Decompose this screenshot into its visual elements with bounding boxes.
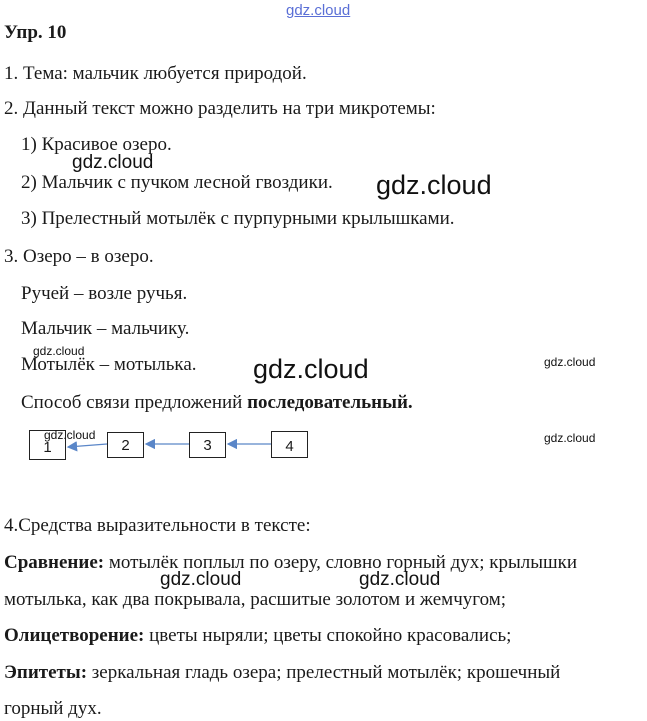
chain-box-2: 2 — [107, 432, 144, 458]
link-method-value: последовательный. — [247, 392, 413, 413]
personification-line — [4, 625, 511, 647]
chain-box-3: 3 — [189, 432, 226, 458]
comparison-label: Сравнение: — [4, 552, 105, 573]
watermark-5: gdz.cloud — [544, 355, 596, 369]
microtheme-1: 1) Красивое озеро. — [21, 134, 172, 155]
comparison-line-1 — [4, 552, 577, 574]
watermark-6: gdz.cloud — [44, 428, 96, 442]
arrow-2-to-1 — [68, 444, 107, 447]
personification-label: Олицетворение: — [4, 625, 145, 646]
watermark-top: gdz.cloud — [286, 2, 351, 19]
pair-2: Ручей – возле ручья. — [21, 283, 188, 304]
watermark-9: gdz.cloud — [359, 569, 441, 590]
pair-4: Мотылёк – мотылька. — [21, 354, 197, 375]
epithets-text-1: зеркальная гладь озера; прелестный мотылёк; крошечный — [87, 662, 561, 683]
watermark-3: gdz.cloud — [33, 344, 85, 358]
chain-box-1: 1 — [29, 430, 66, 460]
personification-text: цветы ныряли; цветы спокойно красовались; — [144, 625, 512, 646]
exercise-title: Упр. 10 — [4, 22, 67, 43]
watermark-7: gdz.cloud — [544, 431, 596, 445]
theme-line: 1. Тема: мальчик любуется природой. — [4, 63, 307, 84]
means-intro: 4.Средства выразительности в тексте: — [4, 515, 311, 536]
pair-1: 3. Озеро – в озеро. — [4, 246, 154, 267]
watermark-1: gdz.cloud — [72, 152, 154, 173]
watermark-8: gdz.cloud — [160, 569, 242, 590]
microtheme-2: 2) Мальчик с пучком лесной гвоздики. — [21, 172, 333, 193]
comparison-text-1: мотылёк поплыл по озеру, словно горный дух; крылышки — [104, 552, 578, 573]
epithets-label: Эпитеты: — [4, 662, 88, 683]
watermark-4: gdz.cloud — [253, 354, 369, 384]
comparison-line-2: мотылька, как два покрывала, расшитые золотом и жемчугом; — [4, 589, 507, 610]
link-method-label: Способ связи предложений — [21, 392, 243, 413]
epithets-line-2: горный дух. — [4, 698, 102, 719]
epithets-line-1 — [4, 662, 560, 684]
pair-3: Мальчик – мальчику. — [21, 318, 190, 339]
microthemes-intro: 2. Данный текст можно разделить на три микротемы: — [4, 98, 436, 119]
watermark-2: gdz.cloud — [376, 170, 492, 200]
chain-box-4: 4 — [271, 431, 308, 458]
microtheme-3: 3) Прелестный мотылёк с пурпурными крылышками. — [21, 208, 455, 229]
